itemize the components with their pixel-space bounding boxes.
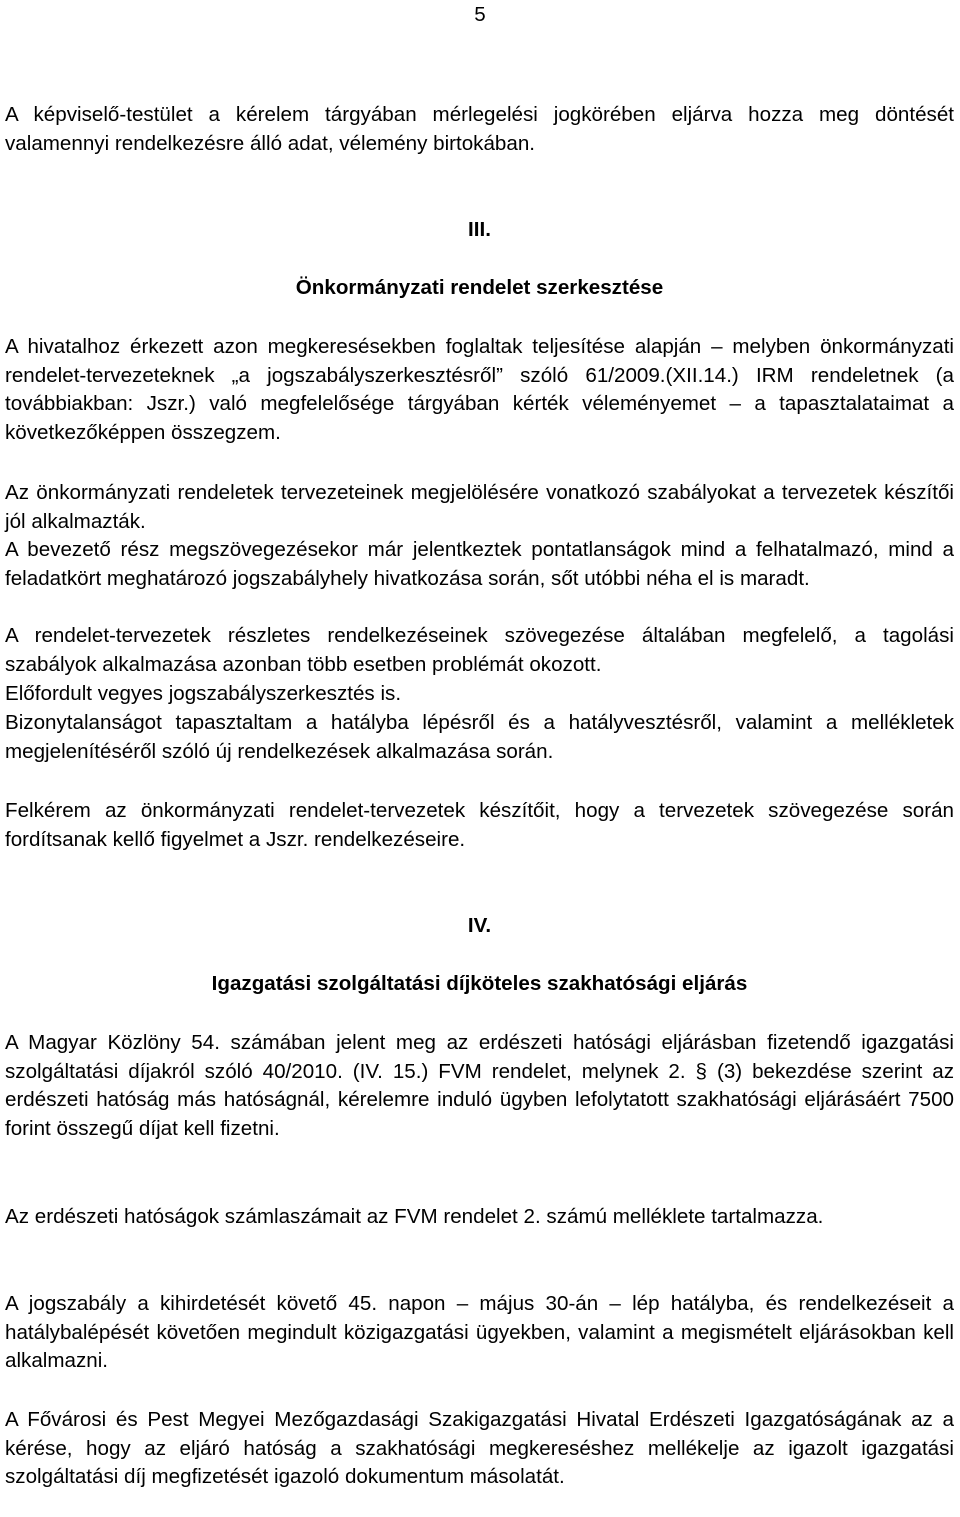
section-3-paragraph-3: A bevezető rész megszövegezésekor már jelentkeztek pontatlanságok mind a felhatalmazó, mind a feladatkört meghatározó jogszabályhely hivatkozása során, sőt utóbbi néha el is maradt. bbox=[5, 538, 954, 590]
section-4-numeral: IV. bbox=[467, 914, 492, 937]
section-4-paragraph-2: Az erdészeti hatóságok számlaszámait az FVM rendelet 2. számú melléklete tartalmazza. bbox=[5, 1205, 824, 1228]
section-3-title: Önkormányzati rendelet szerkesztése bbox=[295, 276, 664, 299]
section-4-paragraph-1: A Magyar Közlöny 54. számában jelent meg az erdészeti hatósági eljárásban fizetendő igazgatási szolgáltatási díjakról szóló 40/2010. (IV. 15.) FVM rendelet, melynek 2. § (3) bekezdése szerint az erdészeti hatóság más hatóságnál, kérelemre induló ügyben lefolytatott szakhatósági eljárásáért 7500 forint összegű díjat kell fizetni. bbox=[5, 1031, 954, 1140]
section-3-paragraph-6: Bizonytalanságot tapasztaltam a hatályba lépésről és a hatályvesztésről, valamint a mellékletek megjelenítéséről szóló új rendelkezések alkalmazása során. bbox=[5, 711, 954, 763]
section-4-title: Igazgatási szolgáltatási díjköteles szakhatósági eljárás bbox=[211, 972, 748, 995]
intro-paragraph: A képviselő-testület a kérelem tárgyában mérlegelési jogkörében eljárva hozza meg döntését valamennyi rendelkezésre álló adat, vélemény birtokában. bbox=[5, 103, 954, 155]
section-3-paragraph-7: Felkérem az önkormányzati rendelet-tervezetek készítőit, hogy a tervezetek szövegezése során fordítsanak kellő figyelmet a Jszr. rendelkezéseire. bbox=[5, 799, 954, 851]
section-3-paragraph-1: A hivatalhoz érkezett azon megkeresésekben foglaltak teljesítése alapján – melyben önkormányzati rendelet-tervezeteknek „a jogszabályszerkesztésről” szóló 61/2009.(XII.14.) IRM rendeletnek (a továbbiakban: Jszr.) való megfelelősége tárgyában kérték véleményemet – a tapasztalataimat a következőképpen összegzem. bbox=[5, 335, 954, 444]
page-number: 5 bbox=[474, 3, 486, 26]
section-3-paragraph-2: Az önkormányzati rendeletek tervezeteinek megjelölésére vonatkozó szabályokat a tervezetek készítői jól alkalmazták. bbox=[5, 481, 954, 533]
section-4-paragraph-3: A jogszabály a kihirdetését követő 45. napon – május 30-án – lép hatályba, és rendelkezéseit a hatálybalépését követően megindult közigazgatási ügyekben, valamint a megismételt eljárásokban kell alkalmazni. bbox=[5, 1292, 954, 1373]
section-3-paragraph-5: Előfordult vegyes jogszabályszerkesztés is. bbox=[5, 682, 402, 705]
section-3-paragraph-4: A rendelet-tervezetek részletes rendelkezéseinek szövegezése általában megfelelő, a tagolási szabályok alkalmazása azonban több esetben problémát okozott. bbox=[5, 624, 954, 676]
section-3-numeral: III. bbox=[468, 218, 491, 241]
section-4-paragraph-4: A Fővárosi és Pest Megyei Mezőgazdasági Szakigazgatási Hivatal Erdészeti Igazgatóságának az a kérése, hogy az eljáró hatóság a szakhatósági megkereséshez mellékelje az igazolt igazgatási szolgáltatási díj megfizetését igazoló dokumentum másolatát. bbox=[5, 1408, 954, 1489]
